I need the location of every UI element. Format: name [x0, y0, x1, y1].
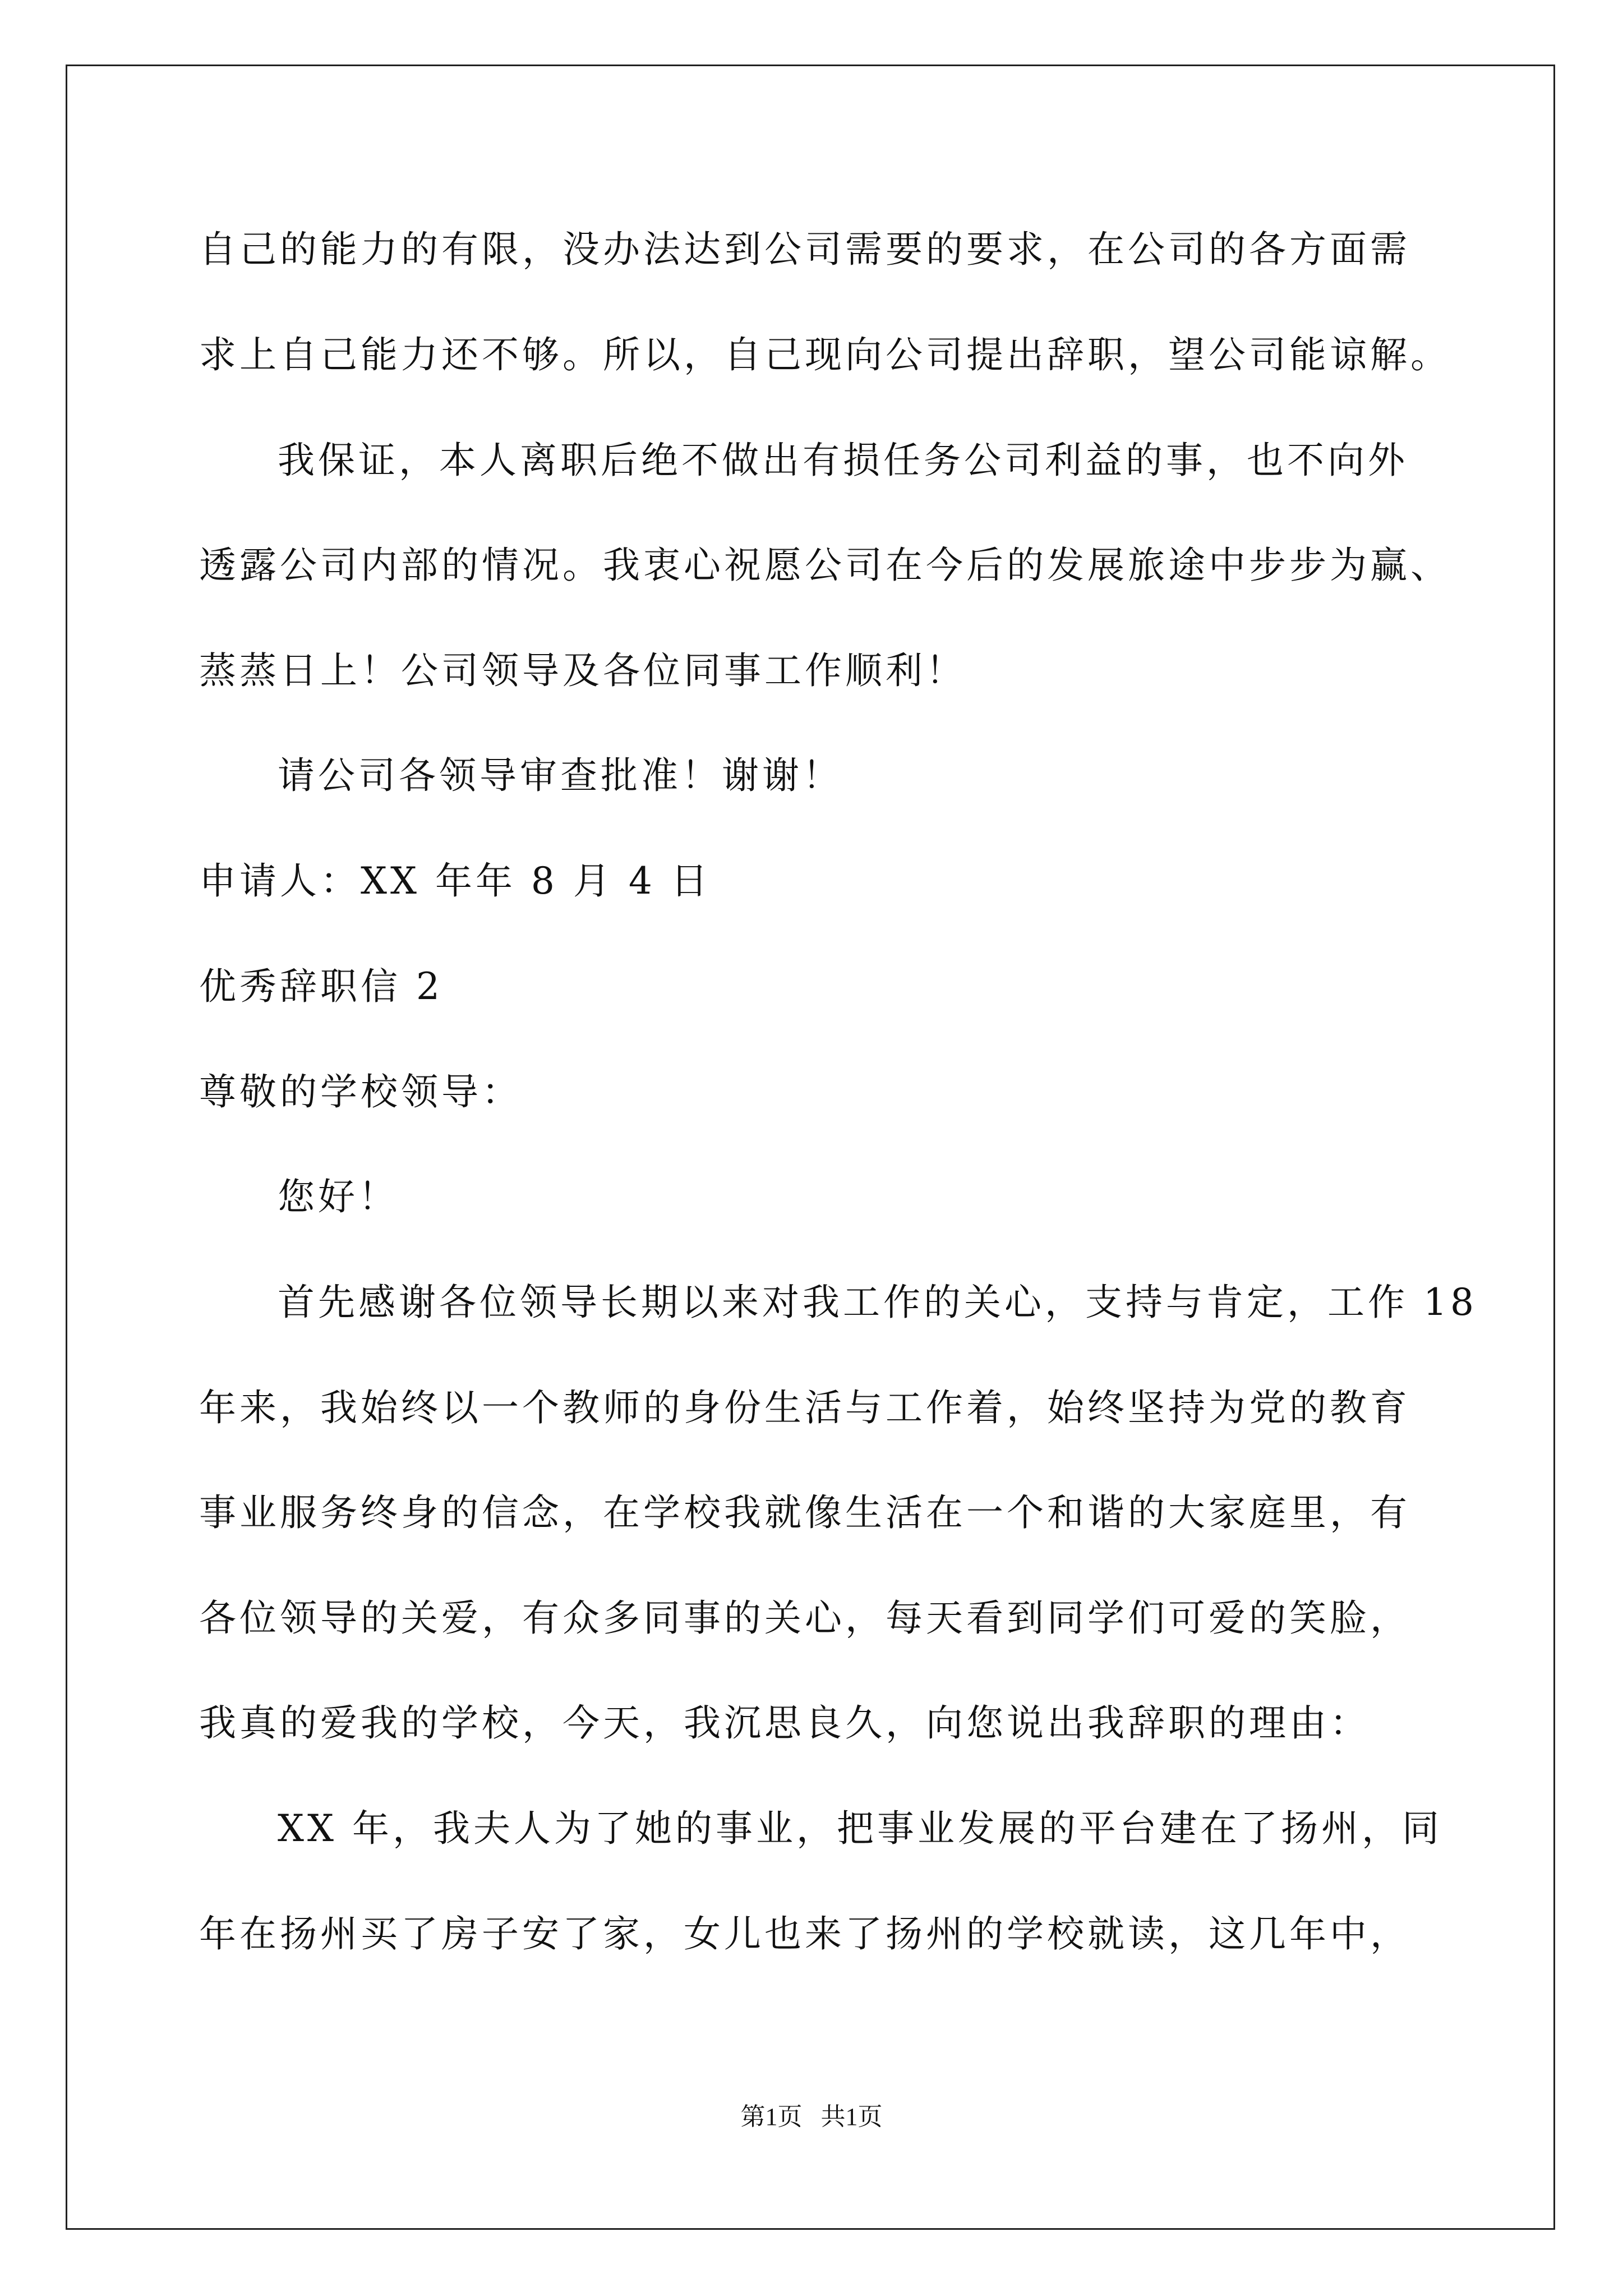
paragraph-line: 透露公司内部的情况。我衷心祝愿公司在今后的发展旅途中步步为赢、 — [199, 544, 1451, 587]
page-border — [66, 65, 1555, 2230]
paragraph-line: 请公司各领导审查批准！谢谢！ — [278, 754, 843, 797]
paragraph-line: 求上自己能力还不够。所以，自己现向公司提出辞职，望公司能谅解。 — [199, 333, 1451, 376]
paragraph-line: 我保证，本人离职后绝不做出有损任务公司利益的事，也不向外 — [278, 439, 1408, 482]
paragraph-line: XX 年，我夫人为了她的事业，把事业发展的平台建在了扬州，同 — [278, 1807, 1442, 1850]
paragraph-line: 我真的爱我的学校，今天，我沉思良久，向您说出我辞职的理由： — [199, 1701, 1370, 1745]
paragraph-line: 蒸蒸日上！公司领导及各位同事工作顺利！ — [199, 649, 966, 692]
paragraph-line: 事业服务终身的信念，在学校我就像生活在一个和谐的大家庭里，有 — [199, 1491, 1410, 1534]
paragraph-line: 年来，我始终以一个教师的身份生活与工作着，始终坚持为党的教育 — [199, 1386, 1410, 1429]
paragraph-line: 自己的能力的有限，没办法达到公司需要的要求，在公司的各方面需 — [199, 228, 1410, 271]
paragraph-line: 首先感谢各位领导长期以来对我工作的关心，支持与肯定，工作 18 — [278, 1281, 1477, 1324]
greeting: 您好！ — [278, 1175, 399, 1218]
page-footer: 第1页 共1页 — [740, 2103, 883, 2131]
section-title: 优秀辞职信 2 — [199, 965, 443, 1008]
paragraph-line: 年在扬州买了房子安了家，女儿也来了扬州的学校就读，这几年中， — [199, 1912, 1410, 1955]
paragraph-line: 各位领导的关爱，有众多同事的关心，每天看到同学们可爱的笑脸， — [199, 1596, 1410, 1640]
salutation: 尊敬的学校领导： — [199, 1070, 522, 1114]
applicant-signature: 申请人：XX 年年 8 月 4 日 — [199, 859, 711, 903]
